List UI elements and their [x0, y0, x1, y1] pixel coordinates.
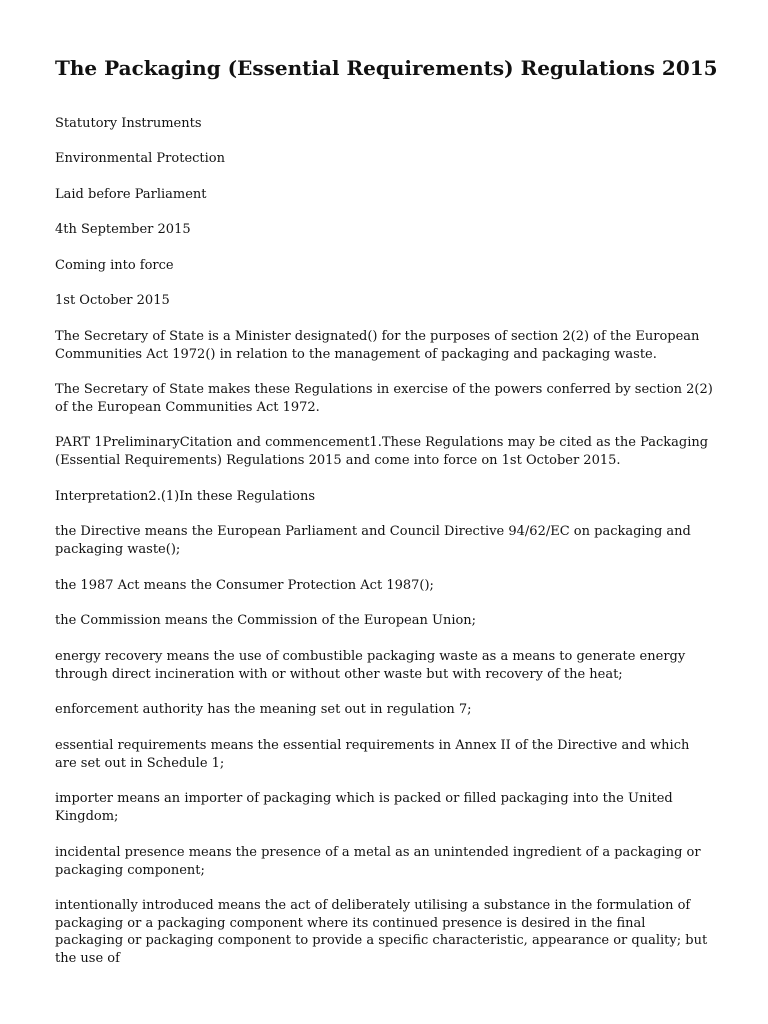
definition-importer: importer means an importer of packaging which is packed or filled packaging into the United Kingdom;	[55, 791, 673, 824]
paragraph-laid-date: 4th September 2015	[55, 222, 191, 237]
paragraph-part-1: PART 1PreliminaryCitation and commencement1.These Regulations may be cited as the Packaging (Essential Requirements) Regulations 2015 and come into force on 1st October 2015.	[55, 435, 709, 468]
paragraph-powers: The Secretary of State makes these Regulations in exercise of the powers conferred by section 2(2) of the European Communities Act 1972.	[55, 382, 713, 415]
definition-commission: the Commission means the Commission of the European Union;	[55, 613, 477, 628]
definition-directive: the Directive means the European Parliament and Council Directive 94/62/EC on packaging and packaging waste();	[55, 524, 691, 557]
document-title: The Packaging (Essential Requirements) Regulations 2015	[55, 56, 718, 80]
paragraph-designation: The Secretary of State is a Minister designated() for the purposes of section 2(2) of the European Communities Act 1972() in relation to the management of packaging and packaging waste.	[55, 329, 700, 362]
definition-1987-act: the 1987 Act means the Consumer Protection Act 1987();	[55, 578, 434, 593]
definition-incidental-presence: incidental presence means the presence of a metal as an unintended ingredient of a packaging or packaging component;	[55, 845, 701, 878]
definition-essential-requirements: essential requirements means the essential requirements in Annex II of the Directive and which are set out in Schedule 1;	[55, 738, 690, 771]
definition-intentionally-introduced: intentionally introduced means the act of deliberately utilising a substance in the formulation of packaging or a packaging component where its continued presence is desired in the final packaging or packaging component to provide a specific characteristic, appearance or quality; but the use of	[55, 898, 708, 966]
paragraph-force-label: Coming into force	[55, 258, 174, 273]
paragraph-interpretation: Interpretation2.(1)In these Regulations	[55, 489, 316, 504]
definition-energy-recovery: energy recovery means the use of combustible packaging waste as a means to generate energy through direct incineration with or without other waste but with recovery of the heat;	[55, 649, 686, 682]
paragraph-subject: Environmental Protection	[55, 151, 226, 166]
paragraph-force-date: 1st October 2015	[55, 293, 170, 308]
definition-enforcement-authority: enforcement authority has the meaning set out in regulation 7;	[55, 702, 472, 717]
paragraph-laid-label: Laid before Parliament	[55, 187, 207, 202]
paragraph-instrument-type: Statutory Instruments	[55, 116, 202, 131]
